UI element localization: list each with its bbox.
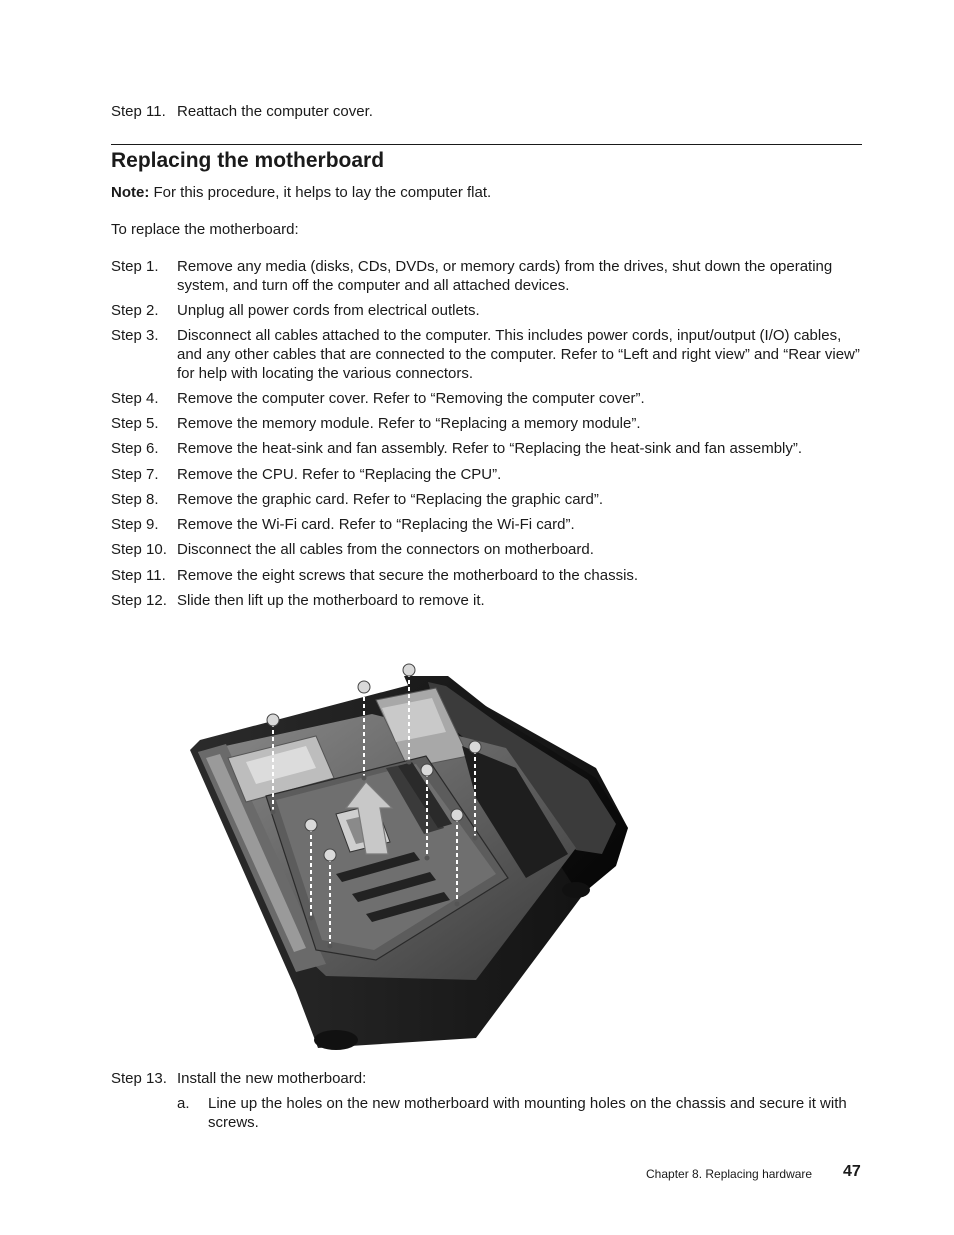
- step-number: Step 5.: [111, 415, 159, 432]
- step-number: Step 10.: [111, 541, 167, 558]
- step-number: Step 2.: [111, 302, 159, 319]
- step-item: [111, 540, 863, 559]
- step-item: [111, 301, 863, 320]
- page-number: 47: [843, 1163, 861, 1180]
- step-text: Remove the computer cover. Refer to “Removing the computer cover”.: [177, 390, 645, 407]
- step-number: Step 8.: [111, 491, 159, 508]
- step-text: Slide then lift up the motherboard to remove it.: [177, 592, 485, 609]
- step-text: Install the new motherboard:: [177, 1070, 367, 1087]
- step-text: Remove the Wi-Fi card. Refer to “Replacing the Wi-Fi card”.: [177, 516, 575, 533]
- step-item: [111, 389, 863, 408]
- step-item: [111, 591, 863, 610]
- substep-text: Line up the holes on the new motherboard with mounting holes on the chassis and secure it with screws.: [208, 1095, 847, 1131]
- step-text: Disconnect the all cables from the connectors on motherboard.: [177, 541, 594, 558]
- step-item: [111, 465, 863, 484]
- step-item: [111, 257, 863, 295]
- step-item: [111, 439, 863, 458]
- step-text: Remove the CPU. Refer to “Replacing the CPU”.: [177, 466, 502, 483]
- step-text: Remove the heat-sink and fan assembly. Refer to “Replacing the heat-sink and fan assembly”.: [177, 440, 803, 457]
- step-item: [111, 1069, 863, 1088]
- step-number: Step 11.: [111, 567, 166, 584]
- note: [111, 183, 491, 202]
- step-item: [111, 414, 863, 433]
- top-step: [111, 102, 863, 121]
- step-item: [111, 566, 863, 585]
- step-number: Step 12.: [111, 592, 167, 609]
- section-title: Replacing the motherboard: [111, 149, 385, 172]
- substep-letter: a.: [177, 1095, 190, 1112]
- intro-text: To replace the motherboard:: [111, 221, 299, 238]
- note-label: Note:: [111, 184, 150, 201]
- step-text: Remove the memory module. Refer to “Replacing a memory module”.: [177, 415, 641, 432]
- footer-chapter: Chapter 8. Replacing hardware: [646, 1167, 813, 1181]
- step-item: [111, 490, 863, 509]
- step-text: Remove the graphic card. Refer to “Replacing the graphic card”.: [177, 491, 604, 508]
- step-number: Step 9.: [111, 516, 159, 533]
- step-text: Disconnect all cables attached to the computer. This includes power cords, input/output (I/O) cables, and any other cables that are connected to the computer. Refer to “Left and right view” and “Rear view” for help with locating the various connectors.: [177, 327, 860, 382]
- step-text: Remove any media (disks, CDs, DVDs, or memory cards) from the drives, shut down the operating system, and turn off the computer and all attached devices.: [177, 258, 833, 294]
- section-divider: [111, 144, 862, 145]
- step-number: Step 3.: [111, 327, 159, 344]
- step-text: Unplug all power cords from electrical outlets.: [177, 302, 480, 319]
- motherboard-removal-illustration: [176, 628, 640, 1056]
- step-text: Remove the eight screws that secure the motherboard to the chassis.: [177, 567, 639, 584]
- step-item: [111, 515, 863, 534]
- note-text: For this procedure, it helps to lay the computer flat.: [153, 184, 492, 201]
- step-number: Step 1.: [111, 258, 159, 275]
- step-item: [111, 326, 863, 383]
- substep-item: [177, 1094, 847, 1132]
- step-number: Step 13.: [111, 1070, 167, 1087]
- step-number: Step 7.: [111, 466, 159, 483]
- step-number: Step 11.: [111, 103, 166, 120]
- step-number: Step 6.: [111, 440, 159, 457]
- step-text: Reattach the computer cover.: [177, 103, 373, 120]
- step-number: Step 4.: [111, 390, 159, 407]
